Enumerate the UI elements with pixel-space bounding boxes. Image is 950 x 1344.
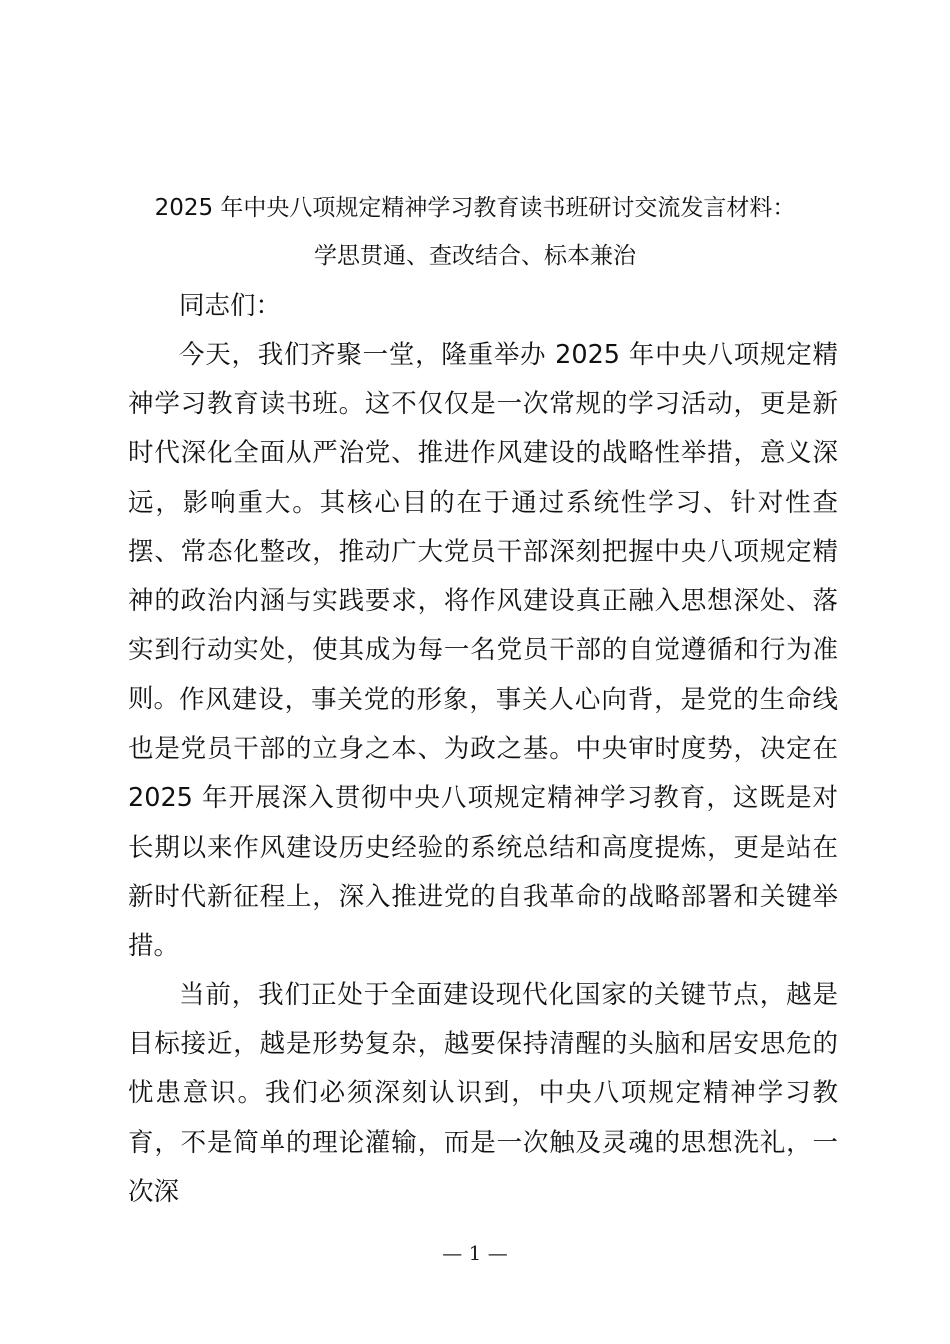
document-subtitle: 学思贯通、查改结合、标本兼治 bbox=[314, 243, 636, 269]
paragraph: 当前，我们正处于全面建设现代化国家的关键节点，越是目标接近，越是形势复杂，越要保持清醒的头脑和居安思危的忧患意识。我们必须深刻认识到，中央八项规定精神学习教育，不是简单的理论灌输，而是一次触及灵魂的思想洗礼，一次深 bbox=[128, 980, 838, 1207]
greeting: 同志们： bbox=[179, 291, 282, 321]
page-number: — 1 — bbox=[442, 1241, 508, 1265]
paragraph: 作风建设，事关党的形象，事关人心向背，是党的生命线也是党员干部的立身之本、为政之基。中央审时度势，决定在 2025 年开展深入贯彻中央八项规定精神学习教育，这既是对长期以来作风建设历史经验的系统总结和高度提炼，更是站在新时代新征程上，深入推进党的自我革命的战略部署和关键举措。 bbox=[128, 685, 838, 962]
document-title: 2025 年中央八项规定精神学习教育读书班研讨交流发言材料： bbox=[154, 195, 796, 221]
paragraph: 今天，我们齐聚一堂，隆重举办 2025 年中央八项规定精神学习教育读书班。这不仅仅是一次常规的学习活动，更是新时代深化全面从严治党、推进作风建设的战略性举措，意义深远，影响重大。其核心目的在于通过系统性学习、针对性查摆、常态化整改，推动广大党员干部深刻把握中央八项规定精神的政治内涵与实践要求，将作风建设真正融入思想深处、落实到行动实处，使其成为每一名党员干部的自觉遵循和行为准则。 bbox=[128, 340, 838, 715]
